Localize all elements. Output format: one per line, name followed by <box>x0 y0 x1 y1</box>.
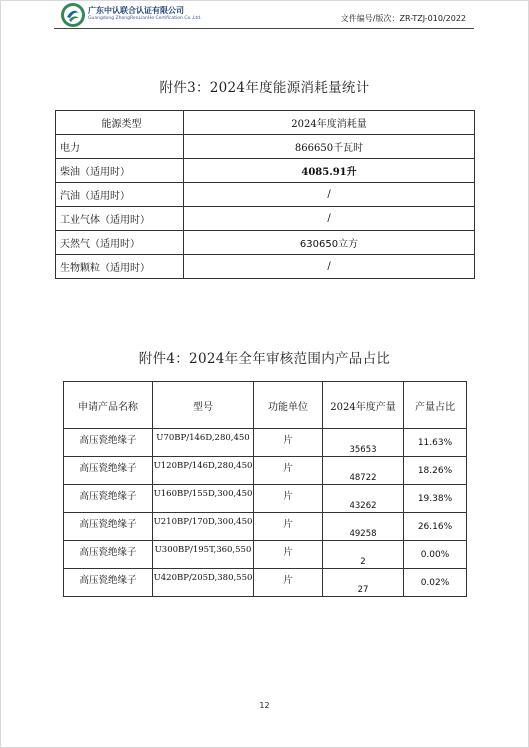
table-row <box>56 207 475 231</box>
product-quantity-cell: 35653 <box>323 429 404 457</box>
energy-consumption-table <box>55 110 475 279</box>
company-logo-icon <box>60 2 86 28</box>
product-quantity-cell: 27 <box>323 569 404 597</box>
product-name-cell: 高压瓷绝缘子 <box>64 513 153 541</box>
header-divider <box>54 28 474 29</box>
energy-value-cell: 4085.91升 <box>184 159 475 183</box>
product-unit-cell: 片 <box>254 541 323 569</box>
table-row <box>64 485 467 513</box>
product-model-cell: U300BP/195T,360,550 <box>153 541 254 569</box>
table-row <box>56 135 475 159</box>
product-model-cell: U160BP/155D,300,450 <box>153 485 254 513</box>
product-quantity-cell: 2 <box>323 541 404 569</box>
column-header: 型号 <box>153 382 254 429</box>
table-row <box>56 231 475 255</box>
product-share-table <box>63 381 467 597</box>
product-unit-cell: 片 <box>254 457 323 485</box>
column-header: 2024年度产量 <box>323 382 404 429</box>
product-unit-cell: 片 <box>254 485 323 513</box>
product-quantity-cell: 48722 <box>323 457 404 485</box>
product-quantity-cell: 49258 <box>323 513 404 541</box>
table-row <box>56 183 475 207</box>
page-number: 12 <box>259 701 270 710</box>
company-name-cn: 广东中认联合认证有限公司 <box>88 6 184 15</box>
product-ratio-cell: 26.16% <box>404 513 467 541</box>
energy-value-cell: 630650立方 <box>184 231 475 255</box>
product-unit-cell: 片 <box>254 429 323 457</box>
energy-value-cell: / <box>184 207 475 231</box>
product-name-cell: 高压瓷绝缘子 <box>64 541 153 569</box>
energy-value-cell: 866650千瓦时 <box>184 135 475 159</box>
product-unit-cell: 片 <box>254 513 323 541</box>
product-ratio-cell: 0.02% <box>404 569 467 597</box>
product-ratio-cell: 18.26% <box>404 457 467 485</box>
product-ratio-cell: 19.38% <box>404 485 467 513</box>
table-row <box>56 255 475 279</box>
document-number: 文件编号/版次：ZR-TZJ-010/2022 <box>340 14 466 23</box>
energy-value-cell: / <box>184 255 475 279</box>
energy-type-cell: 柴油（适用时） <box>56 159 184 183</box>
table-header-row <box>64 382 467 429</box>
table-row <box>64 429 467 457</box>
product-ratio-cell: 11.63% <box>404 429 467 457</box>
column-header: 能源类型 <box>56 111 184 135</box>
table-row <box>56 159 475 183</box>
product-quantity-cell: 43262 <box>323 485 404 513</box>
product-ratio-cell: 0.00% <box>404 541 467 569</box>
table-row <box>64 569 467 597</box>
page-header <box>54 2 474 28</box>
energy-type-cell: 汽油（适用时） <box>56 183 184 207</box>
company-name-en: Guangdong ZhongRenLianHe Certification Co.,Ltd. <box>88 16 202 21</box>
energy-type-cell: 生物颗粒（适用时） <box>56 255 184 279</box>
column-header: 产量占比 <box>404 382 467 429</box>
column-header: 申请产品名称 <box>64 382 153 429</box>
energy-type-cell: 电力 <box>56 135 184 159</box>
product-model-cell: U210BP/170D,300,450 <box>153 513 254 541</box>
energy-type-cell: 工业气体（适用时） <box>56 207 184 231</box>
product-name-cell: 高压瓷绝缘子 <box>64 457 153 485</box>
product-name-cell: 高压瓷绝缘子 <box>64 569 153 597</box>
table-row <box>64 513 467 541</box>
product-name-cell: 高压瓷绝缘子 <box>64 429 153 457</box>
annex3-title: 附件3：2024年度能源消耗量统计 <box>159 80 370 96</box>
product-model-cell: U70BP/146D,280,450 <box>153 429 254 457</box>
energy-value-cell: / <box>184 183 475 207</box>
column-header: 功能单位 <box>254 382 323 429</box>
table-header-row <box>56 111 475 135</box>
table-row <box>64 541 467 569</box>
product-model-cell: U420BP/205D,380,550 <box>153 569 254 597</box>
annex4-title: 附件4：2024年全年审核范围内产品占比 <box>138 351 391 367</box>
product-unit-cell: 片 <box>254 569 323 597</box>
product-name-cell: 高压瓷绝缘子 <box>64 485 153 513</box>
energy-type-cell: 天然气（适用时） <box>56 231 184 255</box>
column-header: 2024年度消耗量 <box>184 111 475 135</box>
table-row <box>64 457 467 485</box>
product-model-cell: U120BP/146D,280,450 <box>153 457 254 485</box>
